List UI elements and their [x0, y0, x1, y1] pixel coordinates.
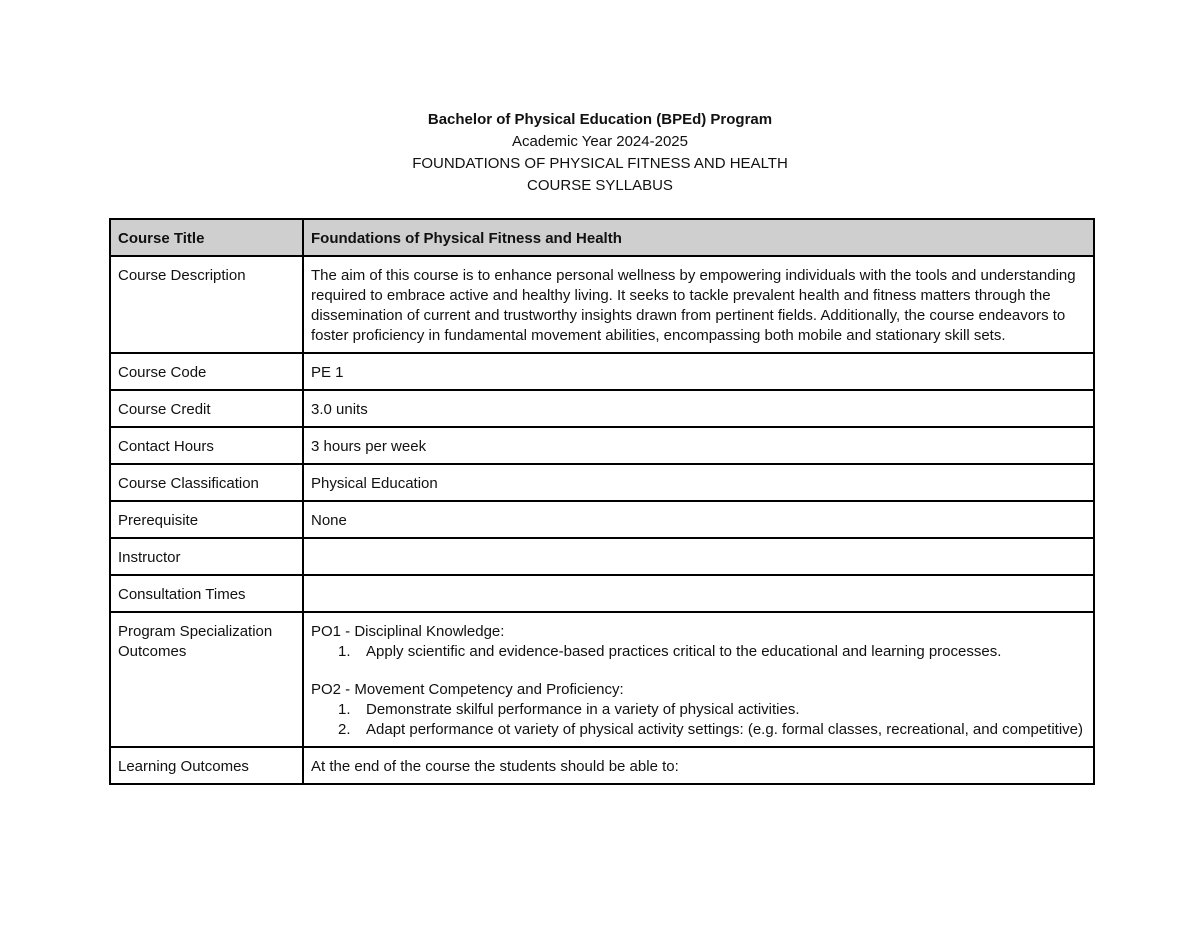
program-title: Bachelor of Physical Education (BPEd) Program	[427, 111, 773, 128]
document-type: COURSE SYLLABUS	[527, 177, 673, 194]
outcome-list	[311, 700, 1086, 740]
document-header	[0, 109, 1200, 197]
syllabus-table	[109, 218, 1095, 785]
list-text: Demonstrate skilful performance in a variety of physical activities.	[366, 701, 800, 718]
table-row-course-classification	[110, 464, 1094, 501]
row-value	[303, 612, 1094, 747]
row-value	[303, 538, 1094, 575]
table-row-prerequisite	[110, 501, 1094, 538]
table-row-course-code	[110, 353, 1094, 390]
row-value: None	[303, 501, 1094, 538]
row-value: Foundations of Physical Fitness and Health	[303, 219, 1094, 256]
list-text: Apply scientific and evidence-based practices critical to the educational and learning processes.	[366, 643, 1002, 660]
row-value: PE 1	[303, 353, 1094, 390]
row-label: Contact Hours	[110, 427, 303, 464]
row-label: Learning Outcomes	[110, 747, 303, 784]
table-row-instructor	[110, 538, 1094, 575]
course-name-heading: FOUNDATIONS OF PHYSICAL FITNESS AND HEALTH	[412, 155, 788, 172]
outcome-heading: PO2 - Movement Competency and Proficiency:	[311, 681, 624, 698]
row-value: The aim of this course is to enhance personal wellness by empowering individuals with the tools and understanding required to embrace active and healthy living. It seeks to tackle prevalent health and fitness matters through the dissemination of current and trustworthy insights drawn from pertinent fields. Additionally, the course endeavors to foster proficiency in fundamental movement abilities, encompassing both mobile and stationary skill sets.	[303, 256, 1094, 353]
list-item	[311, 642, 1086, 662]
row-label: Consultation Times	[110, 575, 303, 612]
list-number: 2.	[338, 721, 351, 738]
outcome-group	[311, 680, 1086, 740]
row-label: Program Specialization Outcomes	[110, 612, 303, 747]
list-number: 1.	[338, 643, 351, 660]
list-item	[311, 720, 1086, 740]
row-value: Physical Education	[303, 464, 1094, 501]
list-number: 1.	[338, 701, 351, 718]
table-row-course-title	[110, 219, 1094, 256]
row-label: Instructor	[110, 538, 303, 575]
row-value	[303, 575, 1094, 612]
row-label: Course Classification	[110, 464, 303, 501]
row-label: Course Credit	[110, 390, 303, 427]
row-label: Course Title	[110, 219, 303, 256]
table-row-course-description	[110, 256, 1094, 353]
list-item	[311, 700, 1086, 720]
row-value: 3 hours per week	[303, 427, 1094, 464]
outcome-list	[311, 642, 1086, 662]
table-row-contact-hours	[110, 427, 1094, 464]
table-row-learning-outcomes	[110, 747, 1094, 784]
academic-year: Academic Year 2024-2025	[512, 133, 688, 150]
row-label: Course Code	[110, 353, 303, 390]
list-text: Adapt performance ot variety of physical activity settings: (e.g. formal classes, recreational, and competitive)	[366, 721, 1083, 738]
row-value: At the end of the course the students should be able to:	[303, 747, 1094, 784]
table-row-consultation-times	[110, 575, 1094, 612]
row-label: Course Description	[110, 256, 303, 353]
table-row-program-outcomes	[110, 612, 1094, 747]
outcome-heading: PO1 - Disciplinal Knowledge:	[311, 623, 505, 640]
outcome-group	[311, 622, 1086, 662]
row-label: Prerequisite	[110, 501, 303, 538]
row-value: 3.0 units	[303, 390, 1094, 427]
table-row-course-credit	[110, 390, 1094, 427]
